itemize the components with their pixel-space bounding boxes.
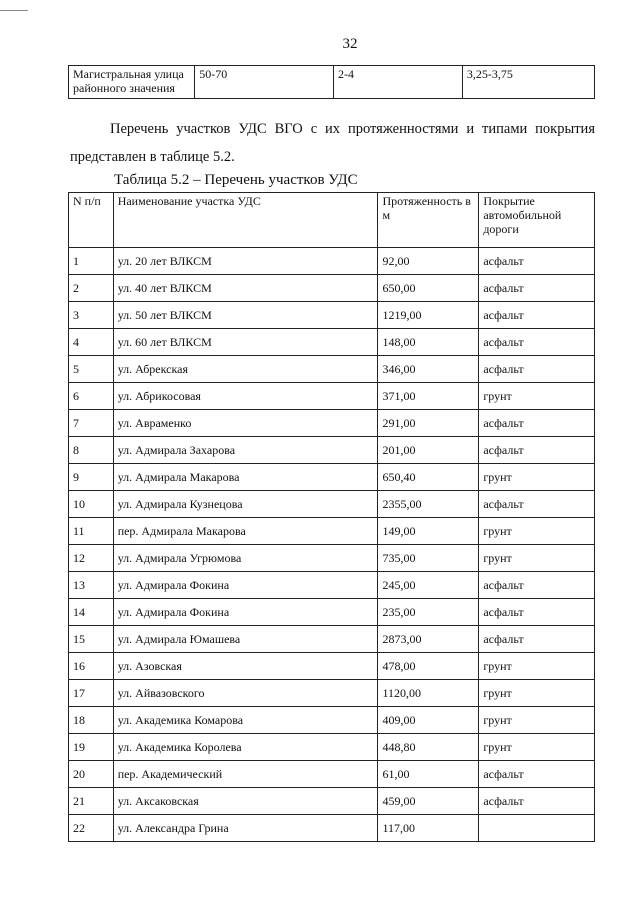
page-number: 32 bbox=[342, 36, 358, 52]
road-sections-table bbox=[68, 192, 595, 842]
header-length: Протяженность в м bbox=[378, 193, 479, 248]
cell-name: ул. 60 лет ВЛКСМ bbox=[113, 329, 378, 356]
table-row bbox=[69, 815, 595, 842]
table-row bbox=[69, 383, 595, 410]
cell-surface: асфальт bbox=[479, 572, 595, 599]
table-caption: Таблица 5.2 – Перечень участков УДС bbox=[114, 172, 358, 188]
table-cell: 3,25-3,75 bbox=[462, 66, 594, 99]
table-row bbox=[69, 410, 595, 437]
cell-length: 346,00 bbox=[378, 356, 479, 383]
cell-length: 201,00 bbox=[378, 437, 479, 464]
cell-number: 15 bbox=[69, 626, 114, 653]
cell-length: 650,40 bbox=[378, 464, 479, 491]
cell-name: ул. Авраменко bbox=[113, 410, 378, 437]
cell-surface: грунт bbox=[479, 383, 595, 410]
cell-length: 245,00 bbox=[378, 572, 479, 599]
cell-surface: асфальт bbox=[479, 410, 595, 437]
cell-number: 11 bbox=[69, 518, 114, 545]
cell-length: 650,00 bbox=[378, 275, 479, 302]
table-row bbox=[69, 248, 595, 275]
cell-name: ул. Адмирала Захарова bbox=[113, 437, 378, 464]
table-cell: 50-70 bbox=[195, 66, 334, 99]
cell-number: 12 bbox=[69, 545, 114, 572]
header-number: N п/п bbox=[69, 193, 114, 248]
cell-surface: асфальт bbox=[479, 437, 595, 464]
header-surface: Покрытие автомобильной дороги bbox=[479, 193, 595, 248]
cell-name: пер. Адмирала Макарова bbox=[113, 518, 378, 545]
cell-name: ул. Айвазовского bbox=[113, 680, 378, 707]
table-row bbox=[69, 572, 595, 599]
table-row bbox=[69, 761, 595, 788]
table-row bbox=[69, 329, 595, 356]
table-row bbox=[69, 518, 595, 545]
cell-surface: грунт bbox=[479, 653, 595, 680]
cell-length: 235,00 bbox=[378, 599, 479, 626]
cell-length: 459,00 bbox=[378, 788, 479, 815]
cell-number: 9 bbox=[69, 464, 114, 491]
cell-surface: грунт bbox=[479, 680, 595, 707]
cell-number: 14 bbox=[69, 599, 114, 626]
table-row bbox=[69, 599, 595, 626]
cell-number: 22 bbox=[69, 815, 114, 842]
cell-name: ул. Адмирала Фокина bbox=[113, 572, 378, 599]
cell-number: 8 bbox=[69, 437, 114, 464]
cell-number: 21 bbox=[69, 788, 114, 815]
cell-number: 6 bbox=[69, 383, 114, 410]
cell-length: 148,00 bbox=[378, 329, 479, 356]
cell-length: 2355,00 bbox=[378, 491, 479, 518]
header-name: Наименование участка УДС bbox=[113, 193, 378, 248]
cell-length: 409,00 bbox=[378, 707, 479, 734]
table-row bbox=[69, 66, 595, 99]
intro-paragraph-line-1: Перечень участков УДС ВГО с их протяженностями и типами покрытия bbox=[110, 121, 595, 137]
cell-length: 92,00 bbox=[378, 248, 479, 275]
cell-surface: асфальт bbox=[479, 248, 595, 275]
cell-name: ул. Азовская bbox=[113, 653, 378, 680]
cell-surface: грунт bbox=[479, 545, 595, 572]
table-row bbox=[69, 734, 595, 761]
cell-surface: асфальт bbox=[479, 788, 595, 815]
table-cell: Магистральная улица районного значения bbox=[69, 66, 195, 99]
cell-number: 1 bbox=[69, 248, 114, 275]
cell-surface: асфальт bbox=[479, 302, 595, 329]
cell-number: 7 bbox=[69, 410, 114, 437]
scan-corner-mark bbox=[0, 10, 28, 11]
cell-number: 5 bbox=[69, 356, 114, 383]
cell-length: 149,00 bbox=[378, 518, 479, 545]
cell-name: ул. 40 лет ВЛКСМ bbox=[113, 275, 378, 302]
table-row bbox=[69, 626, 595, 653]
cell-length: 291,00 bbox=[378, 410, 479, 437]
table-row bbox=[69, 356, 595, 383]
intro-paragraph-line-2: представлен в таблице 5.2. bbox=[70, 149, 235, 165]
table-row bbox=[69, 491, 595, 518]
cell-surface: асфальт bbox=[479, 626, 595, 653]
table-row bbox=[69, 275, 595, 302]
cell-name: ул. 50 лет ВЛКСМ bbox=[113, 302, 378, 329]
cell-name: ул. Академика Комарова bbox=[113, 707, 378, 734]
cell-name: ул. Абрикосовая bbox=[113, 383, 378, 410]
cell-name: ул. Аксаковская bbox=[113, 788, 378, 815]
table-row bbox=[69, 680, 595, 707]
cell-name: ул. Александра Грина bbox=[113, 815, 378, 842]
table-row bbox=[69, 545, 595, 572]
cell-name: ул. Адмирала Фокина bbox=[113, 599, 378, 626]
table-row bbox=[69, 653, 595, 680]
cell-length: 61,00 bbox=[378, 761, 479, 788]
cell-number: 17 bbox=[69, 680, 114, 707]
continuation-table bbox=[68, 65, 595, 99]
table-header-row bbox=[69, 193, 595, 248]
cell-length: 478,00 bbox=[378, 653, 479, 680]
cell-surface: асфальт bbox=[479, 491, 595, 518]
cell-name: ул. Академика Королева bbox=[113, 734, 378, 761]
cell-length: 1120,00 bbox=[378, 680, 479, 707]
cell-name: ул. Адмирала Макарова bbox=[113, 464, 378, 491]
cell-surface: асфальт bbox=[479, 761, 595, 788]
table-cell: 2-4 bbox=[334, 66, 463, 99]
cell-length: 2873,00 bbox=[378, 626, 479, 653]
cell-length: 371,00 bbox=[378, 383, 479, 410]
cell-surface: грунт bbox=[479, 707, 595, 734]
cell-surface: асфальт bbox=[479, 599, 595, 626]
cell-number: 20 bbox=[69, 761, 114, 788]
cell-number: 18 bbox=[69, 707, 114, 734]
table-row bbox=[69, 437, 595, 464]
cell-surface: грунт bbox=[479, 464, 595, 491]
cell-name: ул. Адмирала Угрюмова bbox=[113, 545, 378, 572]
cell-name: ул. Абрекская bbox=[113, 356, 378, 383]
table-row bbox=[69, 788, 595, 815]
cell-number: 16 bbox=[69, 653, 114, 680]
cell-surface: асфальт bbox=[479, 356, 595, 383]
cell-surface: грунт bbox=[479, 734, 595, 761]
cell-surface bbox=[479, 815, 595, 842]
cell-length: 735,00 bbox=[378, 545, 479, 572]
cell-length: 1219,00 bbox=[378, 302, 479, 329]
table-row bbox=[69, 302, 595, 329]
table-row bbox=[69, 464, 595, 491]
cell-name: ул. Адмирала Юмашева bbox=[113, 626, 378, 653]
cell-number: 10 bbox=[69, 491, 114, 518]
cell-surface: грунт bbox=[479, 518, 595, 545]
cell-surface: асфальт bbox=[479, 275, 595, 302]
cell-length: 448,80 bbox=[378, 734, 479, 761]
cell-number: 2 bbox=[69, 275, 114, 302]
cell-name: ул. 20 лет ВЛКСМ bbox=[113, 248, 378, 275]
table-row bbox=[69, 707, 595, 734]
cell-number: 4 bbox=[69, 329, 114, 356]
cell-number: 3 bbox=[69, 302, 114, 329]
cell-name: ул. Адмирала Кузнецова bbox=[113, 491, 378, 518]
cell-name: пер. Академический bbox=[113, 761, 378, 788]
cell-number: 13 bbox=[69, 572, 114, 599]
cell-length: 117,00 bbox=[378, 815, 479, 842]
cell-number: 19 bbox=[69, 734, 114, 761]
cell-surface: асфальт bbox=[479, 329, 595, 356]
